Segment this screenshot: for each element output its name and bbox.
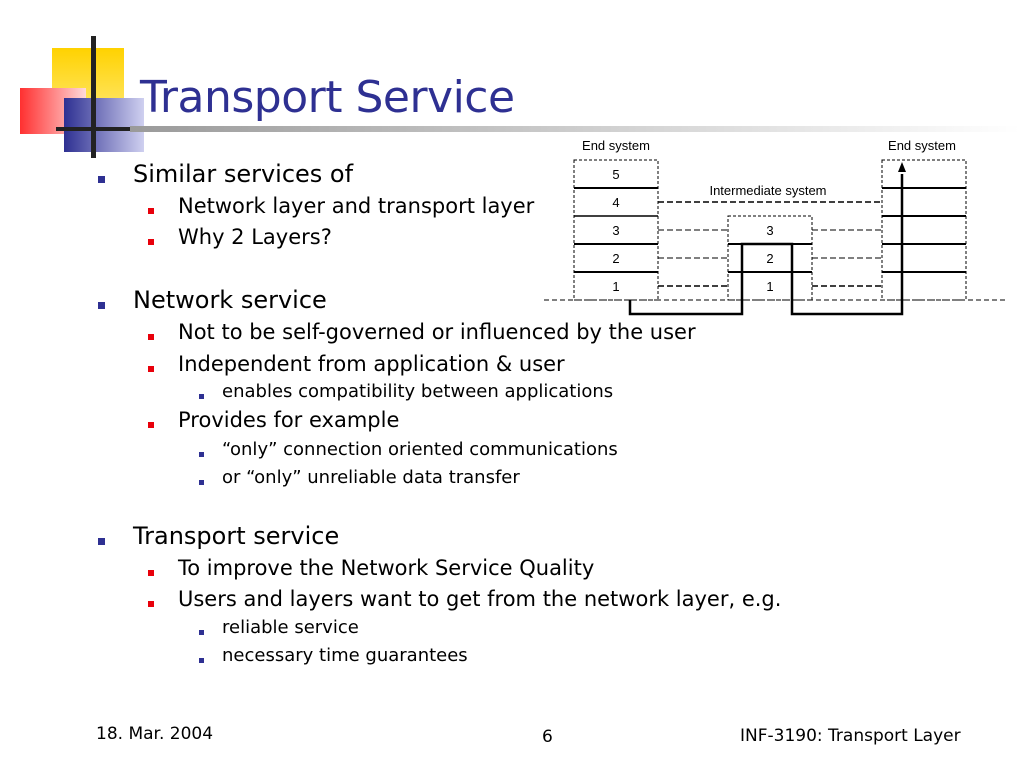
bullet-item: Network service (133, 286, 327, 314)
left-layer-3: 3 (612, 223, 620, 238)
intermediate-layer-1: 1 (766, 279, 774, 294)
bullet-marker (148, 366, 154, 372)
bullet-item: Independent from application & user (178, 352, 565, 376)
bullet-item: Not to be self-governed or influenced by the user (178, 320, 696, 344)
left-layer-4: 4 (612, 195, 620, 210)
bullet-item: Network layer and transport layer (178, 194, 535, 218)
arrow-head (898, 162, 906, 172)
bullet-item: enables compatibility between applications (222, 381, 614, 402)
intermediate-system-label: Intermediate system (709, 183, 827, 198)
bullet-item: Provides for example (178, 408, 400, 432)
bullet-marker (148, 239, 154, 245)
bullet-item: Transport service (133, 522, 340, 550)
left-layer-2: 2 (612, 251, 620, 266)
bullet-item: Users and layers want to get from the network layer, e.g. (178, 587, 782, 611)
right-end-system-label: End system (888, 138, 956, 153)
footer-page-number: 6 (542, 727, 553, 747)
slide-title: Transport Service (140, 72, 515, 123)
bullet-item: “only” connection oriented communications (222, 439, 618, 460)
bullet-marker (148, 208, 154, 214)
bullet-marker (98, 302, 105, 309)
left-layer-1: 1 (612, 279, 620, 294)
right-end-system-stack (882, 160, 966, 300)
layer-diagram (540, 134, 1010, 324)
bullet-item: reliable service (222, 617, 359, 638)
bullet-marker (98, 538, 105, 545)
bullet-marker (148, 422, 154, 428)
bullet-marker (199, 658, 204, 663)
bullet-marker (199, 480, 204, 485)
footer-course: INF-3190: Transport Layer (740, 726, 961, 746)
intermediate-layer-3: 3 (766, 223, 774, 238)
footer-date: 18. Mar. 2004 (96, 724, 214, 744)
title-underline (130, 126, 1020, 132)
bullet-marker (98, 176, 105, 183)
bullet-marker (199, 394, 204, 399)
bullet-marker (199, 452, 204, 457)
bullet-marker (148, 570, 154, 576)
logo-graphic (0, 0, 160, 170)
bullet-item: necessary time guarantees (222, 645, 468, 666)
intermediate-layer-2: 2 (766, 251, 774, 266)
bullet-marker (148, 601, 154, 607)
bullet-item: To improve the Network Service Quality (178, 556, 595, 580)
bullet-item: Why 2 Layers? (178, 225, 332, 249)
left-end-system-label: End system (582, 138, 650, 153)
bullet-marker (148, 334, 154, 340)
left-layer-5: 5 (612, 167, 620, 182)
bullet-marker (199, 630, 204, 635)
bullet-item: or “only” unreliable data transfer (222, 467, 520, 488)
bullet-item: Similar services of (133, 160, 354, 188)
